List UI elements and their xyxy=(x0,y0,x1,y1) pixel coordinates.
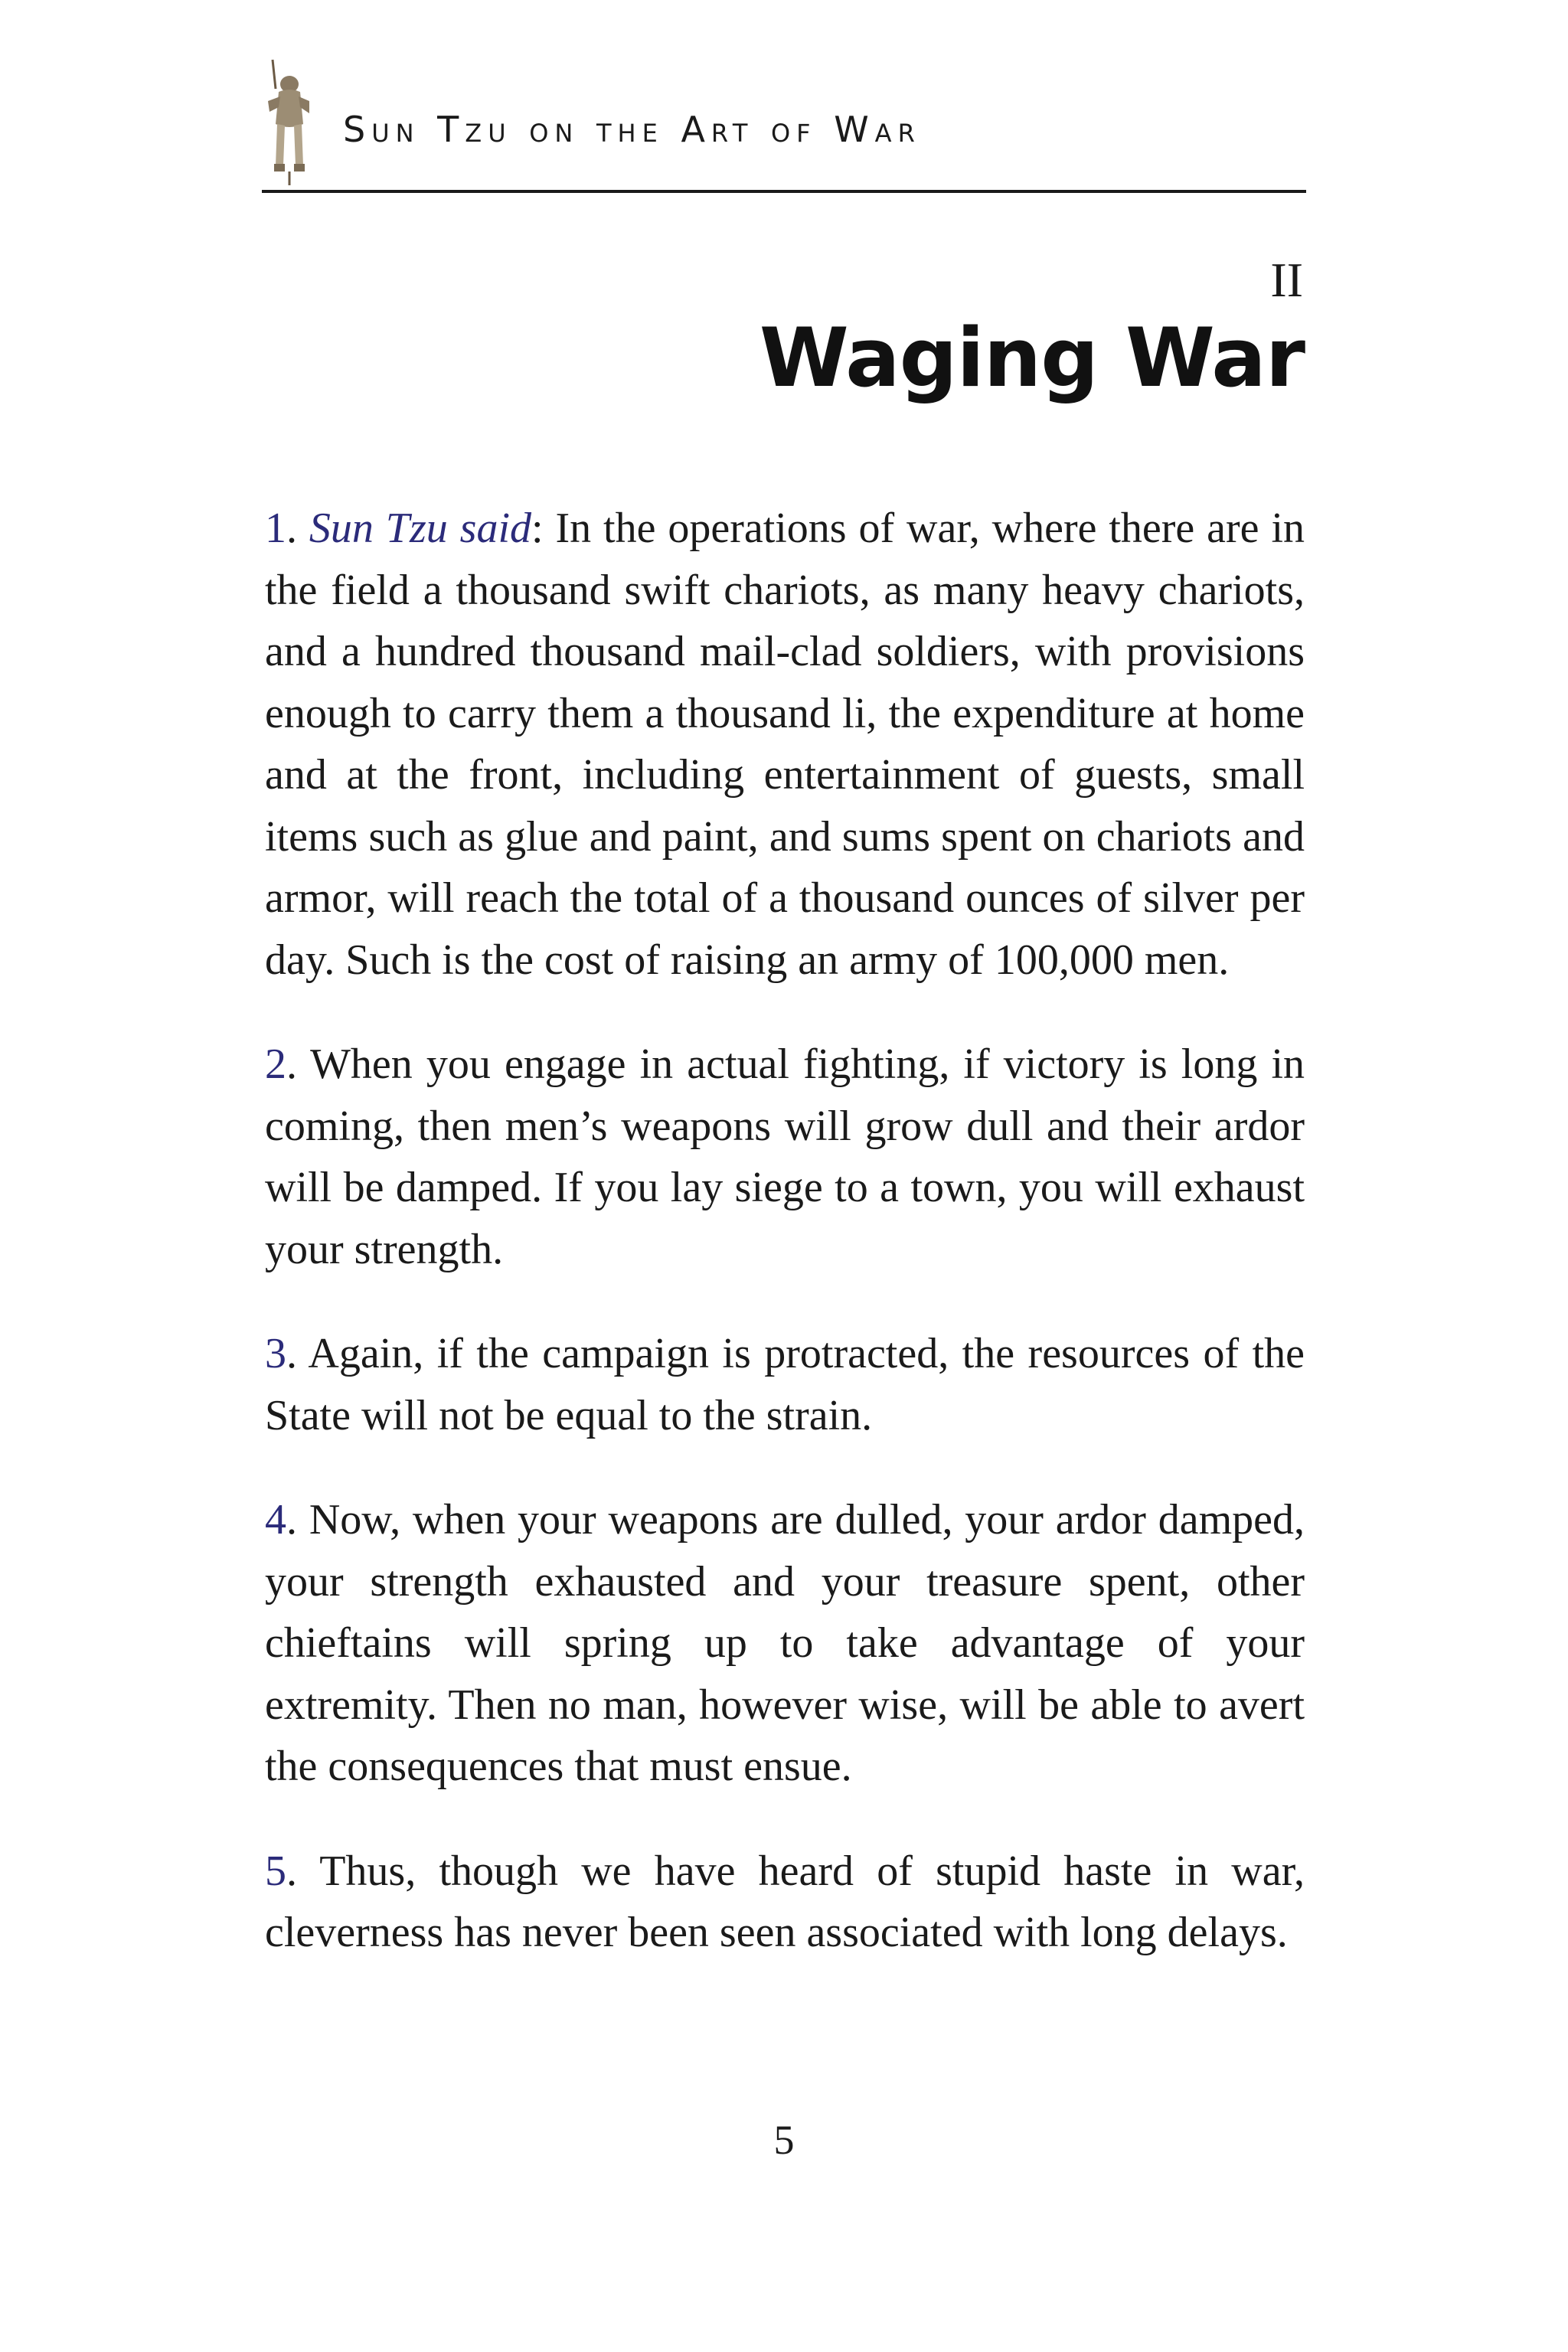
paragraph-number: 1 xyxy=(265,505,286,552)
paragraph-number: 2 xyxy=(265,1040,286,1088)
header-rule xyxy=(262,190,1306,193)
paragraph-text: When you engage in actual fighting, if victory is long in coming, then men’s weapons will grow dull and their ardor will be damped. If you lay siege to a town, you will exhaust your strength. xyxy=(265,1040,1305,1273)
chapter-body xyxy=(265,498,1305,2007)
paragraph-number: 5 xyxy=(265,1847,286,1895)
paragraph-text: Thus, though we have heard of stupid haste in war, cleverness has never been seen associated with long delays. xyxy=(265,1847,1305,1956)
warrior-figure-icon xyxy=(262,58,315,187)
paragraph-1: 1. Sun Tzu said: In the operations of war, where there are in the field a thousand swift chariots, as many heavy chariots, and a hundred thousand mail-clad soldiers, with provisions enough to carry them a thousand li, the expenditure at home and at the front, including entertainment of guests, small items such as glue and paint, and sums spent on chariots and armor, will reach the total of a thousand ounces of silver per day. Such is the cost of raising an army of 100,000 men. xyxy=(265,505,1305,984)
paragraph-2: 2. When you engage in actual fighting, if victory is long in coming, then men’s weapons will grow dull and their ardor will be damped. If you lay siege to a town, you will exhaust your strength. xyxy=(265,1040,1305,1273)
paragraph-3: 3. Again, if the campaign is protracted, the resources of the State will not be equal to the strain. xyxy=(265,1330,1305,1439)
paragraph-number: 3 xyxy=(265,1330,286,1377)
paragraph-5: 5. Thus, though we have heard of stupid haste in war, cleverness has never been seen associated with long delays. xyxy=(265,1847,1305,1956)
page-number: 5 xyxy=(773,2117,795,2163)
running-header xyxy=(262,58,1306,193)
paragraph-text: Now, when your weapons are dulled, your ardor damped, your strength exhausted and your treasure spent, other chieftains will spring up to take advantage of your extremity. Then no man, however wise, will be able to avert the consequences that must ensue. xyxy=(265,1496,1305,1790)
paragraph-text: In the operations of war, where there are in the field a thousand swift chariots, as many heavy chariots, and a hundred thousand mail-clad soldiers, with provisions enough to carry them a thousand li, the expenditure at home and at the front, including entertainment of guests, small items such as glue and paint, and sums spent on chariots and armor, will reach the total of a thousand ounces of silver per day. Such is the cost of raising an army of 100,000 men. xyxy=(265,505,1305,984)
chapter-title: Waging War xyxy=(759,311,1305,405)
paragraph-number: 4 xyxy=(265,1496,286,1544)
speaker-attribution: Sun Tzu said xyxy=(309,505,531,552)
running-header-title: Sun Tzu on the Art of War xyxy=(343,109,921,150)
chapter-number: II xyxy=(1270,253,1303,307)
paragraph-text: Again, if the campaign is protracted, the resources of the State will not be equal to the strain. xyxy=(265,1330,1305,1439)
paragraph-4: 4. Now, when your weapons are dulled, your ardor damped, your strength exhausted and your treasure spent, other chieftains will spring up to take advantage of your extremity. Then no man, however wise, will be able to avert the consequences that must ensue. xyxy=(265,1496,1305,1790)
